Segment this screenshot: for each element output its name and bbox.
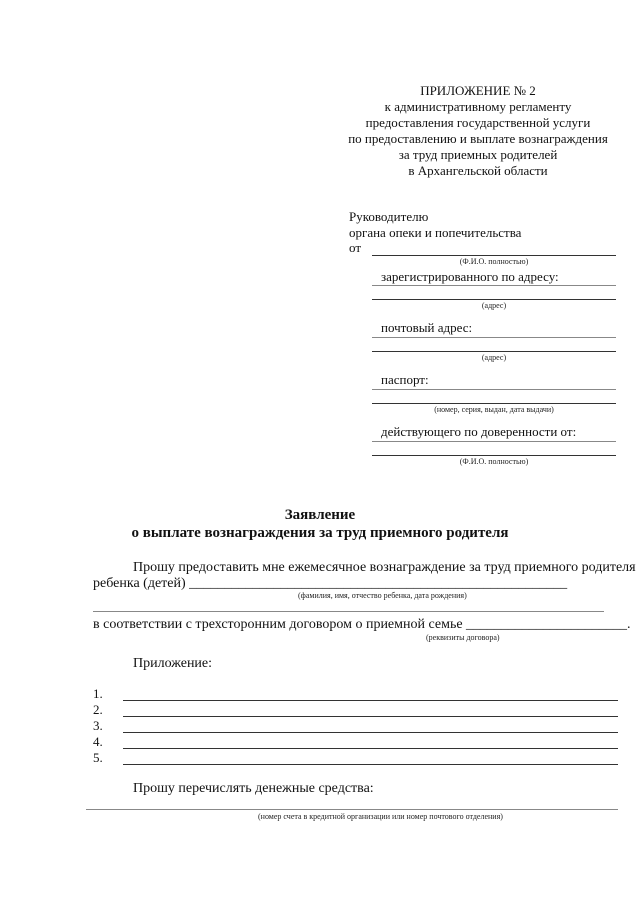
appendix-line: в Архангельской области <box>408 163 548 178</box>
account-hint: (номер счета в кредитной организации или номер почтового отделения) <box>258 812 503 821</box>
transfer-label: Прошу перечислять денежные средства: <box>133 781 374 796</box>
fio-hint: (Ф.И.О. полностью) <box>459 257 529 266</box>
postal-line[interactable] <box>372 337 616 338</box>
appendix-line: предоставления государственной услуги <box>365 115 591 130</box>
child-hint: (фамилия, имя, отчество ребенка, дата рождения) <box>298 591 467 600</box>
address-hint: (адрес) <box>481 301 507 310</box>
passport-hint: (номер, серия, выдан, дата выдачи) <box>434 405 554 414</box>
attachment-line[interactable] <box>123 748 618 749</box>
attachment-number: 5. <box>93 750 103 765</box>
addressee-line: органа опеки и попечительства <box>349 225 522 240</box>
proxy-line[interactable] <box>372 455 616 456</box>
postal-label: почтовый адрес: <box>381 320 473 335</box>
contract-text: в соответствии с трехсторонним договором о приемной семье _______________________. <box>93 617 631 632</box>
proxy-line[interactable] <box>372 441 616 442</box>
from-label: от <box>349 240 362 255</box>
attachment-label: Приложение: <box>133 656 213 671</box>
proxy-label: действующего по доверенности от: <box>381 424 577 439</box>
document-title: Заявление <box>284 507 356 523</box>
passport-line[interactable] <box>372 403 616 404</box>
passport-line[interactable] <box>372 389 616 390</box>
proxy-hint: (Ф.И.О. полностью) <box>459 457 529 466</box>
request-text: Прошу предоставить мне ежемесячное вознаграждение за труд приемного родителя <box>133 560 636 575</box>
account-line[interactable] <box>86 809 618 810</box>
registered-label: зарегистрированного по адресу: <box>381 269 559 284</box>
appendix-line: за труд приемных родителей <box>398 147 558 162</box>
appendix-line: к административному регламенту <box>384 99 572 114</box>
attachment-line[interactable] <box>123 764 618 765</box>
attachment-number: 4. <box>93 734 103 749</box>
passport-label: паспорт: <box>381 372 429 387</box>
child-text: ребенка (детей) ______________________________________________________ <box>93 576 568 591</box>
appendix-title: ПРИЛОЖЕНИЕ № 2 <box>420 83 536 98</box>
attachment-number: 3. <box>93 718 103 733</box>
attachment-line[interactable] <box>123 732 618 733</box>
child-line[interactable] <box>93 611 604 612</box>
attachment-line[interactable] <box>123 716 618 717</box>
document-subtitle: о выплате вознаграждения за труд приемного родителя <box>131 525 509 541</box>
attachment-number: 1. <box>93 686 103 701</box>
fio-line[interactable] <box>372 255 616 256</box>
appendix-line: по предоставлению и выплате вознаграждения <box>348 131 608 146</box>
postal-line[interactable] <box>372 351 616 352</box>
contract-hint: (реквизиты договора) <box>426 633 500 642</box>
postal-hint: (адрес) <box>481 353 507 362</box>
addressee-line: Руководителю <box>349 209 429 224</box>
address-line[interactable] <box>372 285 616 286</box>
attachment-number: 2. <box>93 702 103 717</box>
address-line[interactable] <box>372 299 616 300</box>
attachment-line[interactable] <box>123 700 618 701</box>
